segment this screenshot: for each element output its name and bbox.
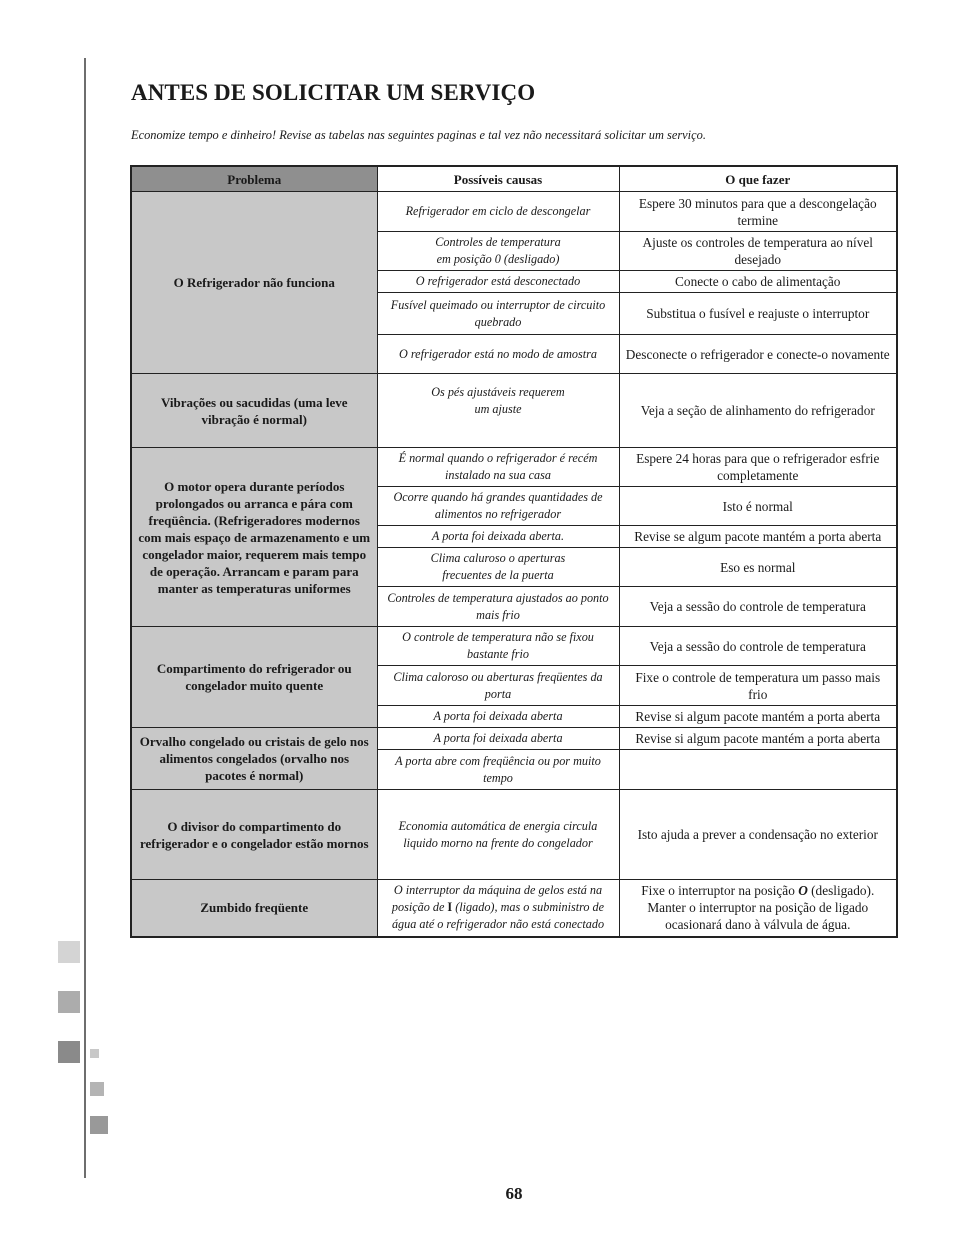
cause-cell: A porta foi deixada aberta.	[377, 526, 619, 548]
problem-cell: Compartimento do refrigerador ou congelador muito quente	[131, 627, 377, 728]
table-row	[131, 448, 897, 487]
decorative-square	[58, 1041, 80, 1063]
action-cell: Fixe o controle de temperatura um passo mais frio	[619, 666, 897, 706]
decorative-square	[58, 941, 80, 963]
margin-rule	[84, 58, 86, 1178]
page-number: 68	[505, 1184, 523, 1203]
action-text: Fixe o interruptor na posição	[641, 883, 799, 899]
cause-cell: A porta foi deixada aberta	[377, 706, 619, 728]
action-cell: Veja a sessão do controle de temperatura	[619, 587, 897, 627]
on-symbol: I	[447, 900, 453, 915]
troubleshooting-table	[130, 165, 898, 938]
cause-text: O interruptor da máquina de gelos está na posição de	[391, 883, 603, 915]
cause-cell: Economia automática de energia circula liquido morno na frente do congelador	[377, 790, 619, 880]
table-header-row	[131, 166, 897, 192]
table-row	[131, 192, 897, 232]
decorative-square	[90, 1116, 108, 1134]
table-row	[131, 374, 897, 448]
action-text: (desligado). Manter o interruptor na posição de ligado ocasionará dano à válvula de água.	[647, 883, 875, 933]
action-cell: Veja a seção de alinhamento do refrigerador	[619, 374, 897, 448]
cause-cell: O controle de temperatura não se fixou bastante frio	[377, 627, 619, 666]
cause-cell: Fusível queimado ou interruptor de circuito quebrado	[377, 293, 619, 335]
action-cell: Espere 24 horas para que o refrigerador esfrie completamente	[619, 448, 897, 487]
table-row	[131, 627, 897, 666]
cause-cell: O refrigerador está no modo de amostra	[377, 335, 619, 374]
decorative-square	[90, 1049, 99, 1058]
action-cell: Desconecte o refrigerador e conecte-o novamente	[619, 335, 897, 374]
cause-cell: Ocorre quando há grandes quantidades de alimentos no refrigerador	[377, 487, 619, 526]
table-row	[131, 880, 897, 937]
table-row	[131, 790, 897, 880]
problem-cell: O motor opera durante períodos prolongados ou arranca e pára com freqüência. (Refrigeradores modernos com mais espaço de armazenamento e um congelador maior, requerem mais tempo de operação. Arrancam e param para manter as temperaturas uniformes	[131, 448, 377, 627]
cause-cell: Clima caloroso ou aberturas freqüentes da porta	[377, 666, 619, 706]
action-cell: Ajuste os controles de temperatura ao nível desejado	[619, 232, 897, 271]
header-causes: Possíveis causas	[377, 166, 619, 192]
table-row	[131, 728, 897, 750]
action-cell: Veja a sessão do controle de temperatura	[619, 627, 897, 666]
action-cell: Conecte o cabo de alimentação	[619, 271, 897, 293]
cause-text: (ligado), mas o subministro de água até o refrigerador não está conectado	[391, 900, 605, 932]
decorative-square	[58, 991, 80, 1013]
cause-cell: Controles de temperatura ajustados ao ponto mais frio	[377, 587, 619, 627]
off-symbol: O	[798, 883, 808, 899]
problem-cell: O divisor do compartimento do refrigerador e o congelador estão mornos	[131, 790, 377, 880]
action-cell: Revise si algum pacote mantém a porta aberta	[619, 706, 897, 728]
header-actions: O que fazer	[619, 166, 897, 192]
action-cell: Espere 30 minutos para que a descongelação termine	[619, 192, 897, 232]
cause-cell: Os pés ajustáveis requerem um ajuste	[377, 374, 619, 448]
action-cell: Isto é normal	[619, 487, 897, 526]
decorative-square	[90, 1082, 104, 1096]
header-problem: Problema	[131, 166, 377, 192]
action-cell	[619, 750, 897, 790]
cause-cell: A porta foi deixada aberta	[377, 728, 619, 750]
problem-cell: Orvalho congelado ou cristais de gelo nos alimentos congelados (orvalho nos pacotes é normal)	[131, 728, 377, 790]
cause-cell: É normal quando o refrigerador é recém instalado na sua casa	[377, 448, 619, 487]
cause-cell: Clima caluroso o aperturas frecuentes de la puerta	[377, 548, 619, 587]
cause-cell: Controles de temperatura em posição 0 (desligado)	[377, 232, 619, 271]
action-cell: Isto ajuda a prever a condensação no exterior	[619, 790, 897, 880]
problem-cell: Zumbido freqüente	[131, 880, 377, 937]
action-cell: Revise se algum pacote mantém a porta aberta	[619, 526, 897, 548]
cause-cell: Refrigerador em ciclo de descongelar	[377, 192, 619, 232]
cause-cell: A porta abre com freqüência ou por muito tempo	[377, 750, 619, 790]
cause-cell	[377, 880, 619, 937]
action-cell: Revise si algum pacote mantém a porta aberta	[619, 728, 897, 750]
action-cell	[619, 880, 897, 937]
action-cell: Substitua o fusível e reajuste o interruptor	[619, 293, 897, 335]
problem-cell: Vibrações ou sacudidas (uma leve vibração é normal)	[131, 374, 377, 448]
cause-cell: O refrigerador está desconectado	[377, 271, 619, 293]
page-title: ANTES DE SOLICITAR UM SERVIÇO	[131, 80, 536, 105]
problem-cell: O Refrigerador não funciona	[131, 192, 377, 374]
action-cell: Eso es normal	[619, 548, 897, 587]
intro-text: Economize tempo e dinheiro! Revise as tabelas nas seguintes paginas e tal vez não necessitará solicitar um serviço.	[131, 128, 706, 142]
